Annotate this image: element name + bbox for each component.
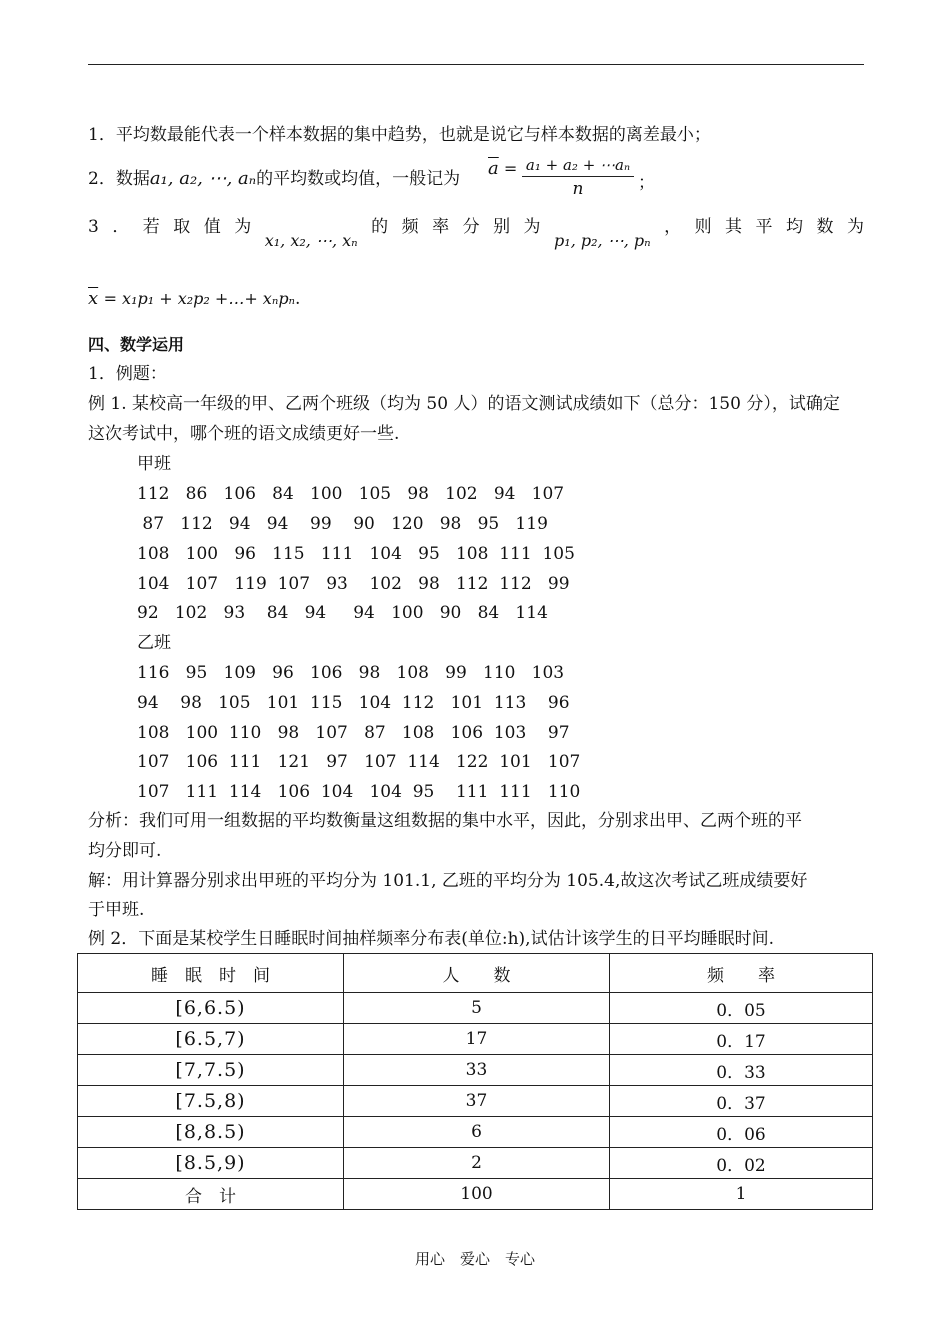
p3-word: 为 [234,217,252,237]
interval-cell: [7.5,8) [78,1086,344,1117]
frequency-cell: 0．02 [610,1148,873,1179]
class-b-row: 116 95 109 96 106 98 108 99 110 103 [137,663,565,683]
point-2-end: ； [638,173,655,193]
header-frequency: 频 率 [610,954,873,993]
count-cell: 37 [344,1086,610,1117]
p3-word: 率 [432,217,450,237]
table-row [78,1086,873,1117]
x-values: x₁, x₂, ⋯, xₙ [264,231,358,250]
solution-line-2: 于甲班. [88,900,145,920]
p3-word: 均 [786,217,804,237]
count-cell: 2 [344,1148,610,1179]
p3-word: 其 [725,217,743,237]
class-a-row: 112 86 106 84 100 105 98 102 94 107 [137,484,565,504]
p3-word: 平 [755,217,773,237]
fraction-numerator: a₁ + a₂ + ⋯aₙ [522,156,634,177]
sleep-frequency-table [77,953,873,1210]
p3-word: 数 [816,217,834,237]
example-1-line-1: 例 1. 某校高一年级的甲、乙两个班级（均为 50 人）的语文测试成绩如下（总分：150 分），试确定 [88,394,840,414]
p3-word: ． [112,217,130,237]
weighted-mean-formula [88,288,864,310]
total-label: 合 计 [78,1179,344,1210]
examples-subheading: 1．例题： [88,364,167,384]
header-rule [88,64,864,65]
class-a-row: 108 100 96 115 111 104 95 108 111 105 [137,544,575,564]
point-3 [88,216,864,250]
class-a-label: 甲班 [137,454,171,474]
p3-word: 为 [846,217,864,237]
count-cell: 5 [344,993,610,1024]
analysis-line-2: 均分即可. [88,841,162,861]
point-2-vars: a₁, a₂, ⋯, aₙ [149,168,257,189]
count-cell: 33 [344,1055,610,1086]
interval-cell: [7,7.5) [78,1055,344,1086]
table-row [78,993,873,1024]
frequency-cell: 0．05 [610,993,873,1024]
header-time: 睡 眠 时 间 [78,954,344,993]
table-total-row [78,1179,873,1210]
frequency-cell: 0．37 [610,1086,873,1117]
class-a-row: 92 102 93 84 94 94 100 90 84 114 [137,603,548,623]
p3-word: 频 [401,217,419,237]
count-cell: 17 [344,1024,610,1055]
analysis-line-1: 分析：我们可用一组数据的平均数衡量这组数据的集中水平，因此，分别求出甲、乙两个班的平 [88,811,802,831]
frequency-cell: 0．33 [610,1055,873,1086]
table-row [78,1024,873,1055]
interval-cell: [8.5,9) [78,1148,344,1179]
total-count: 100 [344,1179,610,1210]
point-2 [88,168,864,190]
table-row [78,1055,873,1086]
table-header-row [78,954,873,993]
interval-cell: [8,8.5) [78,1117,344,1148]
interval-cell: [6.5,7) [78,1024,344,1055]
class-b-row: 94 98 105 101 115 104 112 101 113 96 [137,693,570,713]
interval-cell: [6,6.5) [78,993,344,1024]
p-values: p₁, p₂, ⋯, pₙ [554,231,651,250]
p3-word: 分 [462,217,480,237]
frequency-cell: 0．17 [610,1024,873,1055]
count-cell: 6 [344,1117,610,1148]
point-2-prefix: 2．数据 [88,169,150,189]
example-1-line-2: 这次考试中，哪个班的语文成绩更好一些. [88,424,400,444]
p3-word: 取 [173,217,191,237]
class-b-row: 107 111 114 106 104 104 95 111 111 110 [137,782,581,802]
total-frequency: 1 [610,1179,873,1210]
class-a-row: 104 107 119 107 93 102 98 112 112 99 [137,574,570,594]
solution-line-1: 解：用计算器分别求出甲班的平均分为 101.1, 乙班的平均分为 105.4,故这次考试乙班成绩要好 [88,871,808,891]
formula-end: . [295,289,301,309]
class-b-row: 107 106 111 121 97 107 114 122 101 107 [137,752,581,772]
page-footer: 用心 爱心 专心 [414,1250,535,1268]
p3-word: 3 [88,217,99,237]
p3-word: 的 [371,217,389,237]
p3-word: 值 [203,217,221,237]
p3-word: ， [664,217,682,237]
p3-word: 若 [142,217,160,237]
header-count: 人 数 [344,954,610,993]
point-2-mid: 的平均数或均值，一般记为 [256,169,461,189]
table-row [78,1117,873,1148]
point-1: 1．平均数最能代表一个样本数据的集中趋势，也就是说它与样本数据的离差最小； [88,125,711,145]
mean-symbol: $\overline{a}$ = [488,158,518,179]
p3-word: 则 [694,217,712,237]
example-2-line: 例 2．下面是某校学生日睡眠时间抽样频率分布表(单位:h),试估计该学生的日平均睡眠时间. [88,929,774,949]
mean-fraction [522,156,634,199]
p3-word: 为 [523,217,541,237]
formula-body: = x₁p₁ + x₂p₂ +…+ xₙpₙ [103,289,296,308]
class-a-row: 87 112 94 94 99 90 120 98 95 119 [137,514,548,534]
class-b-label: 乙班 [137,633,171,653]
x-bar: $\overline{x}$ [88,288,99,309]
table-row [78,1148,873,1179]
fraction-denominator: n [572,179,584,199]
p3-word: 别 [493,217,511,237]
section-heading: 四、数学运用 [88,335,185,354]
class-b-row: 108 100 110 98 107 87 108 106 103 97 [137,723,570,743]
frequency-cell: 0．06 [610,1117,873,1148]
